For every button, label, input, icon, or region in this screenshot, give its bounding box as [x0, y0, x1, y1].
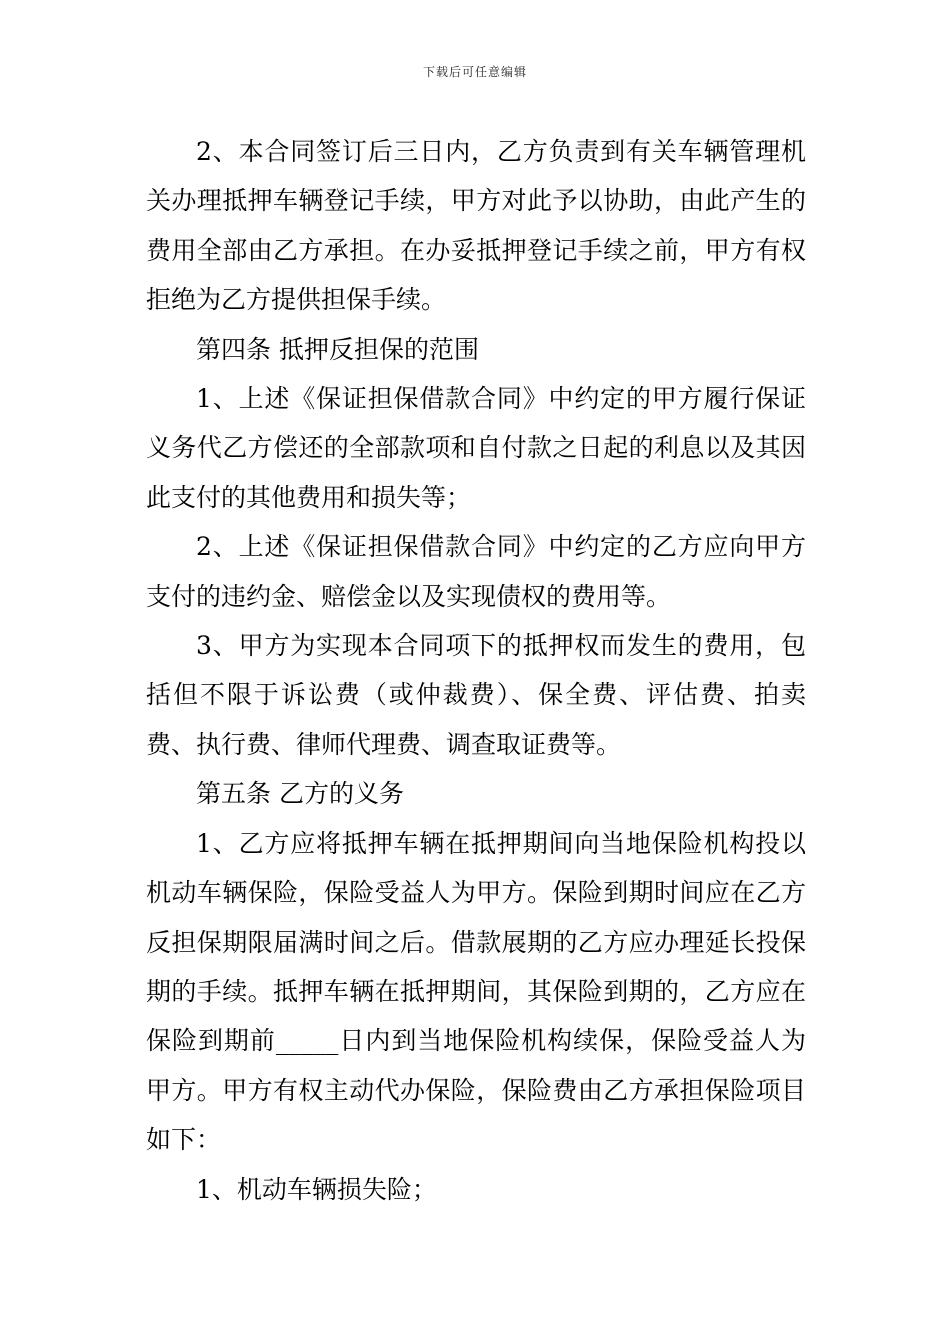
clause-paragraph: 2、本合同签订后三日内，乙方负责到有关车辆管理机关办理抵押车辆登记手续，甲方对此予以协助，由此产生的费用全部由乙方承担。在办妥抵押登记手续之前，甲方有权拒绝为乙方提供担保手续。 [146, 137, 806, 315]
article-heading: 第五条 乙方的义务 [196, 779, 404, 809]
clause-paragraph: 3、甲方为实现本合同项下的抵押权而发生的费用，包括但不限于诉讼费（或仲裁费）、保全费、评估费、拍卖费、执行费、律师代理费、调查取证费等。 [146, 631, 806, 759]
clause-paragraph: 1、上述《保证担保借款合同》中约定的甲方履行保证义务代乙方偿还的全部款项和自付款之日起的利息以及其因此支付的其他费用和损失等； [146, 384, 806, 512]
clause-paragraph: 1、机动车辆损失险； [196, 1174, 437, 1204]
clause-paragraph: 2、上述《保证担保借款合同》中约定的乙方应向甲方支付的违约金、赔偿金以及实现债权的费用等。 [146, 532, 806, 611]
article-heading: 第四条 抵押反担保的范围 [196, 334, 479, 364]
page-header-note: 下载后可任意编辑 [422, 65, 527, 79]
clause-paragraph: 1、乙方应将抵押车辆在抵押期间向当地保险机构投以机动车辆保险，保险受益人为甲方。保险到期时间应在乙方反担保期限届满时间之后。借款展期的乙方应办理延长投保期的手续。抵押车辆在抵押期间，其保险到期的，乙方应在保险到期前_____日内到当地保险机构续保，保险受益人为甲方。甲方有权主动代办保险，保险费由乙方承担保险项目如下： [146, 828, 806, 1155]
document-body [146, 127, 806, 1214]
